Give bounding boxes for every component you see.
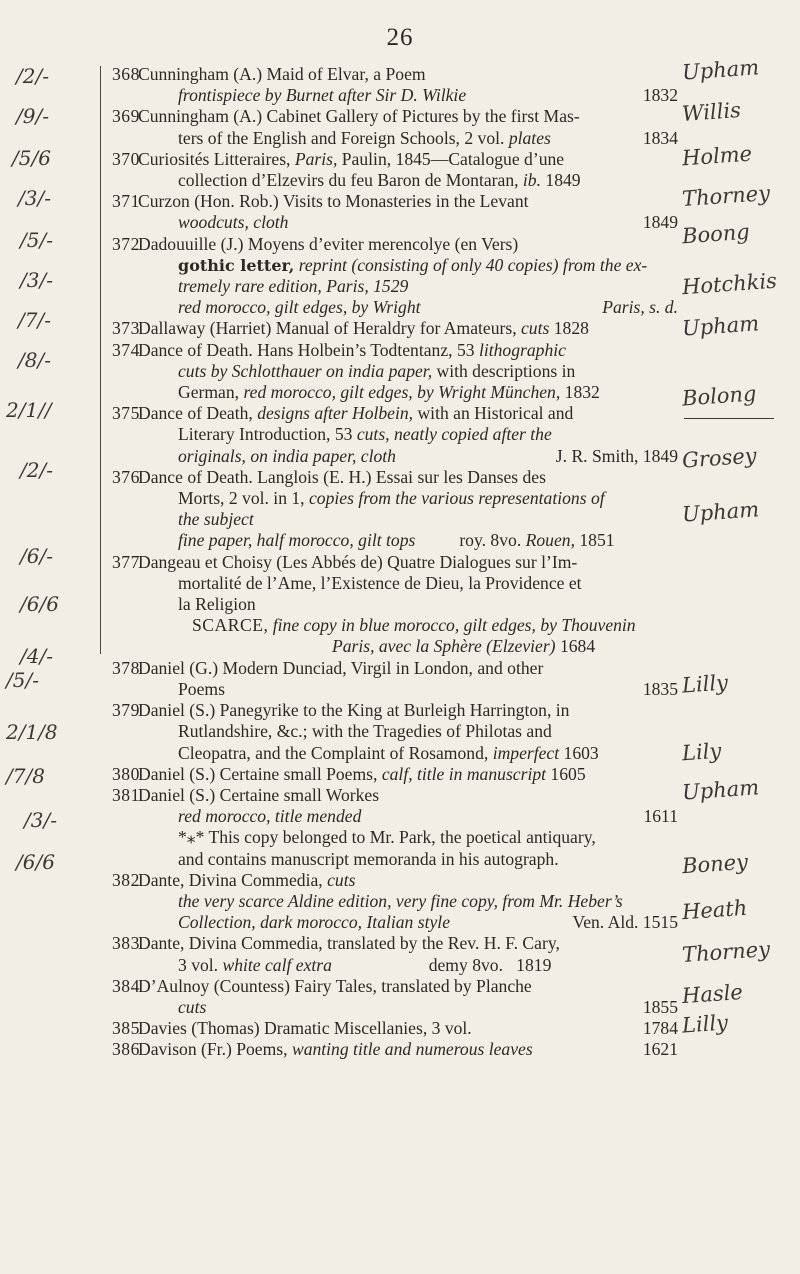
lot-number: 375 (112, 403, 140, 424)
price-annotation: /2/- (20, 458, 53, 482)
entry-text: Daniel (S.) Certaine small Poems, (138, 763, 382, 784)
lot-number: 382 (112, 869, 140, 890)
entry-line (138, 996, 678, 1018)
entry-text: 1849 (541, 170, 581, 191)
entry-text: Daniel (G.) Modern Dunciad, Virgil in London, and other (138, 657, 544, 678)
entry-date: J. R. Smith, 1849 (555, 445, 678, 466)
lot-number: 386 (112, 1039, 140, 1060)
entry-line (138, 1018, 678, 1039)
entry-date: 1832 (642, 85, 678, 106)
buyer-annotation: Lilly (681, 1010, 729, 1038)
entry-text: cuts (327, 869, 356, 890)
entry-line (138, 403, 658, 424)
catalogue-entry (112, 763, 658, 785)
entry-date: Ven. Ald. 1515 (572, 912, 678, 933)
catalogue-entry (112, 869, 678, 934)
buyer-annotation: Thorney (681, 936, 771, 968)
entry-line (138, 891, 658, 912)
entry-line (138, 764, 658, 785)
catalogue-entry (112, 64, 678, 106)
buyer-annotation: Upham (681, 55, 760, 85)
entry-text: Paulin, 1845—Catalogue d’une (337, 148, 565, 169)
dash-mark (684, 418, 774, 419)
entry-text: fine paper, half morocco, gilt tops (178, 530, 416, 551)
entry-date: Paris, s. d. (602, 297, 678, 318)
entry-text: calf, title in manuscript (381, 763, 547, 784)
price-annotation: /9/- (16, 104, 49, 128)
catalogue-entry (112, 1039, 678, 1060)
entry-line (138, 64, 658, 85)
catalogue-entry (112, 233, 678, 319)
lot-number: 374 (112, 339, 140, 360)
entry-text: red morocco, gilt edges, by Wright (178, 297, 421, 318)
lot-number: 372 (112, 233, 140, 254)
entry-text: Daniel (S.) Certaine small Workes (138, 784, 380, 805)
buyer-annotation: Hasle (681, 979, 744, 1009)
entry-text: Cunningham (A.) Maid of Elvar, a Poem (138, 64, 426, 84)
entry-text: Paris, avec la Sphère (Elzevier) (178, 636, 556, 657)
entry-text: cuts, neatly copied after the (356, 424, 552, 445)
entry-date: 1834 (642, 127, 678, 148)
catalogue-entry (112, 466, 658, 552)
buyer-annotation: Upham (681, 497, 760, 527)
entry-text: Dallaway (Harriet) Manual of Heraldry for Amateurs, (138, 318, 521, 339)
entry-line (138, 106, 658, 127)
entry-line (138, 678, 678, 700)
lot-number: 385 (112, 1018, 140, 1039)
entry-text: 1605 (546, 763, 586, 784)
entry-text: Cunningham (A.) Cabinet Gallery of Pictures by the first Mas- (138, 106, 580, 127)
entry-text: 1851 (574, 530, 615, 551)
entry-text: Dadouuille (J.) Moyens d’eviter merencolye (en Vers) (138, 233, 519, 254)
buyer-annotation: Bolong (681, 381, 758, 411)
entry-text: roy. 8vo. (415, 530, 526, 551)
entry-text: Dance of Death. Langlois (E. H.) Essai sur les Danses des (138, 466, 546, 487)
entry-text: cuts (521, 318, 550, 339)
entry-text: Dante, Divina Commedia, translated by the Rev. H. F. Cary, (138, 933, 560, 954)
catalogue-entry (112, 1018, 678, 1039)
entry-line (138, 255, 658, 276)
lot-number: 369 (112, 106, 140, 127)
buyer-annotation: Holme (681, 141, 753, 171)
price-annotation: /2/- (16, 64, 49, 88)
entry-text: collection d’Elzevirs du feu Baron de Montaran, (178, 170, 523, 191)
entry-text: Paris, (294, 148, 338, 169)
entry-text: mortalité de l’Ame, l’Existence de Dieu, la Providence et (178, 572, 582, 593)
entry-text: 1828 (549, 318, 589, 339)
entry-line (138, 721, 658, 742)
entry-text: red morocco, title mended (178, 806, 362, 827)
entry-line (138, 658, 658, 679)
entry-text: D’Aulnoy (Countess) Fairy Tales, translated by Planche (138, 975, 532, 996)
entry-line (138, 743, 658, 764)
entry-line (138, 127, 678, 149)
entry-line (138, 509, 658, 530)
entry-text: Rutlandshire, &c.; with the Tragedies of Philotas and (178, 721, 552, 742)
entry-text: white calf extra (222, 954, 332, 975)
entry-line (138, 212, 678, 233)
price-annotation: /6/6 (20, 592, 59, 616)
page-number: 26 (386, 24, 414, 51)
entry-line (138, 467, 658, 488)
entry-text: demy 8vo. 1819 (331, 954, 552, 975)
entry-line (138, 445, 678, 467)
price-annotation: /7/8 (6, 764, 45, 788)
entry-line (138, 849, 658, 870)
entry-text: the subject (178, 509, 254, 530)
entry-line (138, 615, 658, 636)
price-annotation: /5/6 (12, 146, 51, 170)
entry-line (138, 955, 658, 976)
entry-text: Curiosités Litteraires, (138, 148, 295, 169)
entry-text: the very scarce Aldine edition, very fine copy, from Mr. Heber’s (178, 890, 623, 911)
catalogue-entry (112, 657, 678, 700)
catalogue-entry (112, 318, 658, 339)
entry-text: and contains manuscript memoranda in his autograph. (178, 848, 559, 869)
entry-line (138, 700, 658, 721)
catalogue-entry (112, 403, 678, 467)
entry-text: with descriptions in (432, 360, 576, 381)
buyer-annotation: Willis (681, 97, 742, 127)
buyer-annotation: Heath (681, 895, 748, 925)
entry-text: imperfect (492, 742, 560, 763)
entry-text: Davison (Fr.) Poems, (138, 1039, 292, 1060)
entry-text: cuts (178, 996, 207, 1017)
entry-date: 1621 (642, 1039, 678, 1060)
entry-text: with an Historical and (413, 403, 574, 424)
entry-text: Dante, Divina Commedia, (138, 869, 328, 890)
lot-number: 384 (112, 975, 140, 996)
catalogue-entry (112, 551, 658, 658)
entry-line (138, 785, 658, 806)
entry-line (138, 318, 658, 339)
catalogue-entry (112, 191, 678, 233)
lot-number: 376 (112, 466, 140, 487)
entry-text: 3 vol. (178, 954, 223, 975)
lot-number: 371 (112, 191, 140, 212)
price-annotation: /6/- (20, 544, 53, 568)
buyer-annotation: Upham (681, 311, 760, 341)
entry-text: *⁎* This copy belonged to Mr. Park, the poetical antiquary, (178, 827, 596, 848)
lot-number: 383 (112, 933, 140, 954)
entry-text: Davies (Thomas) Dramatic Miscellanies, 3 vol. (138, 1018, 472, 1039)
entry-text: 1603 (559, 742, 599, 763)
entry-text: Poems (178, 678, 225, 699)
entry-text: Daniel (S.) Panegyrike to the King at Burleigh Harrington, in (138, 700, 570, 721)
entry-date: 1611 (643, 806, 678, 827)
entry-text: plates (508, 127, 551, 148)
entry-text: ters of the English and Foreign Schools, 2 vol. (178, 127, 509, 148)
catalogue-entry (112, 700, 658, 764)
entry-line (138, 933, 658, 954)
lot-number: 381 (112, 784, 140, 805)
entry-line (138, 340, 658, 361)
entry-text: Curzon (Hon. Rob.) Visits to Monasteries in the Levant (138, 191, 529, 212)
price-annotation: /6/6 (16, 850, 55, 874)
entry-text: German, (178, 382, 244, 403)
entry-line (138, 552, 658, 573)
entry-text: Collection, dark morocco, Italian style (178, 912, 450, 933)
price-annotation: /8/- (18, 348, 51, 372)
entry-date: 1835 (642, 678, 678, 699)
buyer-annotation: Boong (681, 219, 751, 249)
lot-number: 368 (112, 64, 140, 84)
catalogue-entry (112, 784, 678, 870)
entry-line (138, 191, 658, 212)
entry-text: frontispiece by Burnet after Sir D. Wilkie (178, 85, 467, 106)
entry-text: designs after Holbein, (257, 403, 414, 424)
entry-text: originals, on india paper, cloth (178, 445, 396, 466)
entry-text: gothic letter, (178, 255, 295, 275)
entry-text: wanting title and numerous leaves (291, 1039, 533, 1060)
entry-line (138, 424, 658, 445)
entry-line (138, 488, 658, 509)
entry-line (138, 234, 658, 255)
entry-line (138, 1039, 678, 1060)
entry-text: reprint (consisting of only 40 copies) from the ex- (294, 254, 648, 275)
margin-rule (100, 66, 101, 654)
entry-date: 1784 (642, 1018, 678, 1039)
entry-line (138, 170, 658, 191)
catalogue-entry (112, 975, 678, 1018)
buyer-annotation: Upham (681, 775, 760, 805)
price-annotation: /3/- (18, 186, 51, 210)
entry-text: la Religion (178, 594, 256, 615)
entry-line (138, 636, 658, 657)
price-annotation: /4/- (20, 644, 53, 668)
entry-text: Literary Introduction, 53 (178, 424, 357, 445)
price-annotation: /5/- (6, 668, 39, 692)
buyer-annotation: Hotchkis (681, 268, 778, 300)
entry-text: Dance of Death. Hans Holbein’s Todtentanz, 53 (138, 339, 479, 360)
buyer-annotation: Lilly (681, 670, 729, 698)
lot-number: 380 (112, 763, 140, 784)
entry-line (138, 573, 658, 594)
entry-line (138, 870, 658, 891)
lot-number: 378 (112, 657, 140, 678)
buyer-annotation: Lily (681, 738, 723, 766)
buyer-annotation: Grosey (681, 443, 758, 473)
entry-text: Rouen, (525, 530, 575, 551)
entry-text: copies from the various representations of (308, 488, 605, 509)
entry-line (138, 976, 658, 997)
entry-line (138, 149, 658, 170)
price-annotation: /5/- (20, 228, 53, 252)
catalogue-entry (112, 933, 658, 975)
entry-text: woodcuts, cloth (178, 212, 289, 233)
lot-number: 370 (112, 148, 140, 169)
lot-number: 379 (112, 700, 140, 721)
entry-date: 1849 (642, 212, 678, 233)
entry-text: SCARCE, (192, 615, 269, 636)
catalogue-entry (112, 106, 678, 148)
price-annotation: /7/- (18, 308, 51, 332)
entry-line (138, 594, 658, 615)
catalogue-entry (112, 148, 658, 191)
price-annotation: /3/- (24, 808, 57, 832)
entry-text: red morocco, gilt edges, by Wright München, (243, 382, 561, 403)
entry-line (138, 85, 678, 106)
buyer-annotation: Thorney (681, 180, 771, 212)
catalogue-entries (112, 64, 678, 1061)
catalogue-entry (112, 339, 658, 404)
entry-line (138, 361, 658, 382)
entry-line (138, 530, 658, 551)
entry-line (138, 276, 658, 297)
entry-text: fine copy in blue morocco, gilt edges, by Thouvenin (268, 615, 636, 636)
entry-text: Dance of Death, (138, 403, 258, 424)
entry-line (138, 806, 678, 827)
buyer-annotation: Boney (681, 849, 749, 879)
entry-text: cuts by Schlotthauer on india paper, (178, 360, 433, 381)
entry-text: lithographic (478, 339, 566, 360)
entry-text: tremely rare edition, Paris, 1529 (178, 276, 409, 297)
entry-text: ib. (522, 170, 542, 191)
price-annotation: /3/- (20, 268, 53, 292)
entry-line (138, 912, 678, 933)
lot-number: 373 (112, 318, 140, 339)
price-annotation: 2/1// (6, 398, 52, 422)
entry-line (138, 297, 678, 318)
entry-text: 1684 (555, 636, 596, 657)
price-annotation: 2/1/8 (6, 720, 58, 744)
entry-text: Morts, 2 vol. in 1, (178, 488, 309, 509)
entry-text: Dangeau et Choisy (Les Abbés de) Quatre Dialogues sur l’Im- (138, 551, 578, 572)
entry-text: Cleopatra, and the Complaint of Rosamond, (178, 742, 493, 763)
lot-number: 377 (112, 551, 140, 572)
entry-date: 1855 (642, 996, 678, 1017)
entry-text: 1832 (560, 382, 600, 403)
entry-line (138, 382, 658, 403)
entry-line (138, 827, 658, 848)
